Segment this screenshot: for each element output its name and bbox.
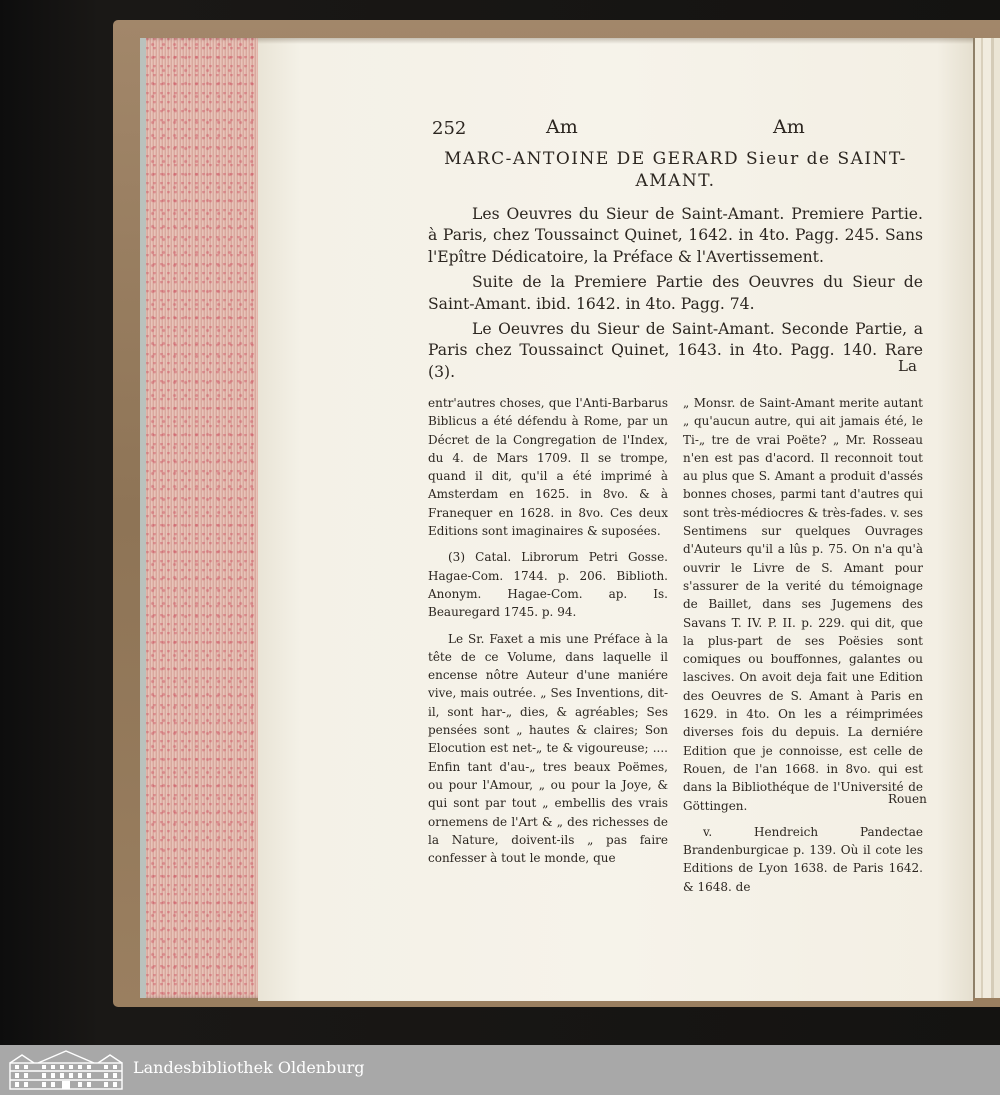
- library-footer: [0, 1045, 1000, 1095]
- entry-paragraph: Suite de la Premiere Partie des Oeuvres du Sieur de Saint-Amant. ibid. 1642. in 4to. Pagg. 74.: [428, 273, 923, 313]
- page-number: 252: [432, 118, 467, 139]
- institution-name: Landesbibliothek Oldenburg: [133, 1058, 365, 1077]
- catchword: La: [898, 357, 917, 375]
- entry-body: [428, 204, 923, 387]
- note-paragraph: v. Hendreich Pandectae Brandenburgicae p. 139. Où il cote les Editions de Lyon 1638. de Paris 1642. & 1648. de: [683, 824, 923, 894]
- page-shadow: [258, 38, 973, 44]
- notes-left-column: [428, 394, 668, 875]
- entry-paragraph: Les Oeuvres du Sieur de Saint-Amant. Premiere Partie. à Paris, chez Toussainct Quinet, 1642. in 4to. Pagg. 245. Sans l'Epître Dédicatoire, la Préface & l'Avertissement.: [428, 205, 923, 266]
- note-paragraph: (3) Catal. Librorum Petri Gosse. Hagae-Com. 1744. p. 206. Biblioth. Anonym. Hagae-Com. ap. Is. Beauregard 1745. p. 94.: [428, 550, 668, 620]
- note-paragraph: Le Sr. Faxet a mis une Préface à la tête de ce Volume, dans laquelle il encense nôtre Auteur d'une maniére vive, mais outrée. „ Ses Inventions, dit-il, sont har-„ dies, & agréables; Ses pensées sont „ hautes & claires; Son Elocution est net-„ te & vigoureuse; .... Enfin tant d'au-„ tres beaux Poëmes, ou pour l'Amour, „ ou pour la Joye, & qui sont par tout „ embellis des vrais ornemens de l'Art & „ des richesses de la Nature, doivent-ils „ pas faire confesser à tout le monde, que: [428, 631, 668, 866]
- entry-title-line: MARC-ANTOINE DE GERARD Sieur de SAINT-: [444, 149, 907, 169]
- right-page-edges: [973, 38, 1000, 998]
- library-building-icon: [8, 1049, 124, 1091]
- entry-title-line: AMANT.: [635, 171, 716, 191]
- header-left: Am: [546, 116, 578, 138]
- note-paragraph: entr'autres choses, que l'Anti-Barbarus Biblicus a été défendu à Rome, par un Décret de la Congregation de l'Index, du 4. de Mars 1709. Il se trompe, quand il dit, qu'il a été imprimé à Amsterdam en 1625. in 8vo. & à Franequer en 1628. in 8vo. Ces deux Editions sont imaginaires & suposées.: [428, 396, 668, 539]
- note-paragraph: „ Monsr. de Saint-Amant merite autant „ qu'aucun autre, qui ait jamais été, le Ti-„ tre de vrai Poëte? „ Mr. Rosseau n'en est pas d'acord. Il reconnoit tout au plus que S. Amant a produit d'assés bonnes choses, parmi tant d'autres qui sont très-médiocres & très-fades. v. ses Sentimens sur quelques Ouvrages d'Auteurs qu'il a lûs p. 75. On n'a qu'à ouvrir le Livre de S. Amant pour s'assurer de la verité du témoignage de Baillet, dans ses Jugemens des Savans T. IV. P. II. p. 229. qui dit, que la plus-part de ses Poësies sont comiques ou bouffonnes, galantes ou lascives. On avoit deja fait une Edition des Oeuvres de S. Amant à Paris en 1629. in 4to. On les a réimprimées diverses fois du depuis. La derniére Edition que je connoisse, est celle de Rouen, de l'an 1668. in 8vo. qui est dans la Bibliothéque de l'Université de Göttingen.: [683, 396, 923, 813]
- header-right: Am: [773, 116, 805, 138]
- running-head: [428, 116, 923, 142]
- page-edges: [140, 38, 270, 998]
- notes-catchword: Rouen: [888, 792, 927, 806]
- notes-right-column: [683, 394, 923, 904]
- entry-title: [428, 148, 923, 192]
- entry-paragraph: Le Oeuvres du Sieur de Saint-Amant. Seconde Partie, a Paris chez Toussainct Quinet, 1643. in 4to. Pagg. 140. Rare (3).: [428, 320, 923, 381]
